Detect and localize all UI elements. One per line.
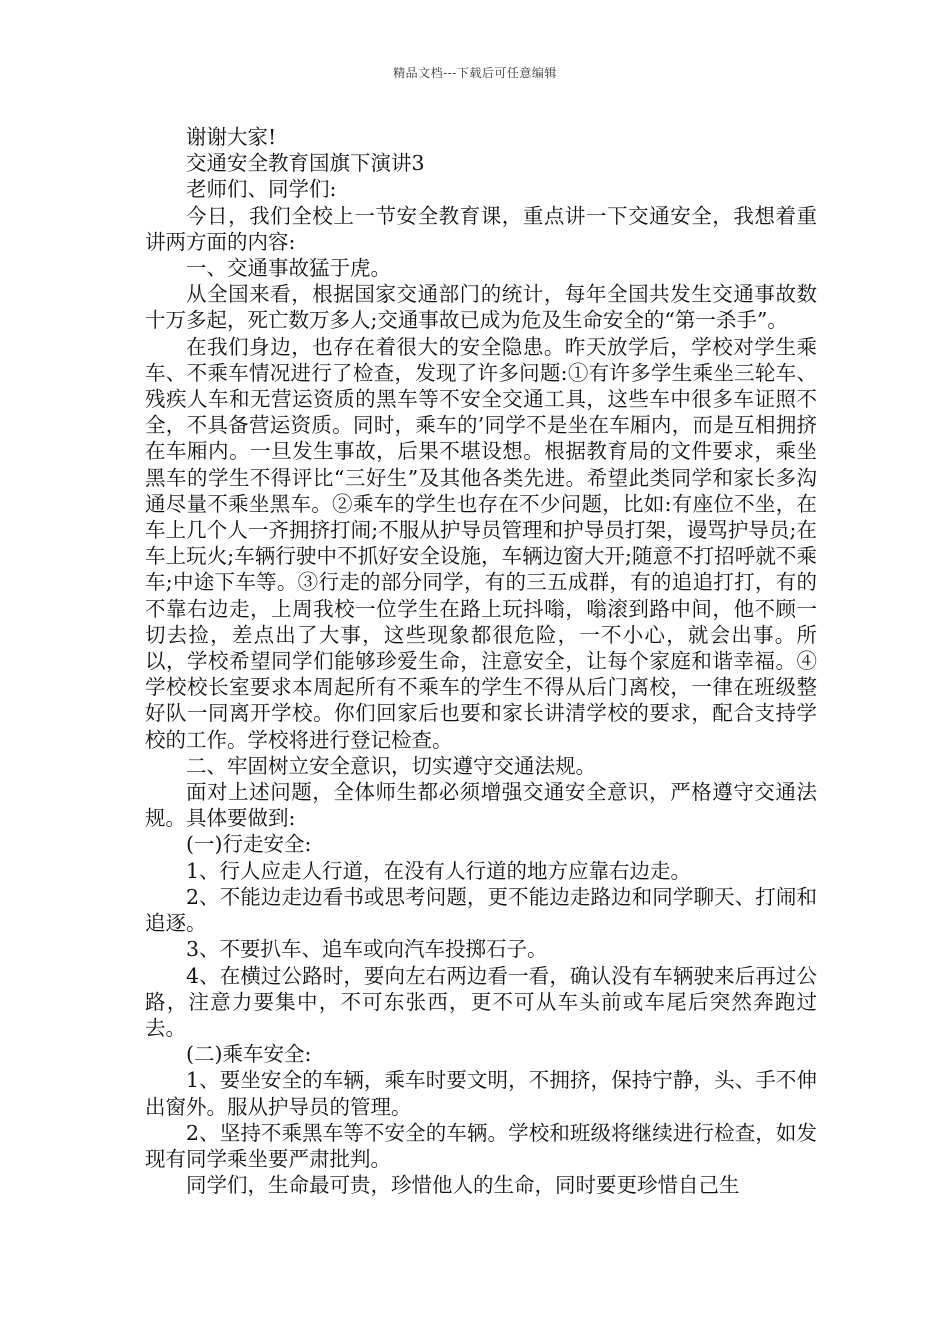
document-body: [145, 124, 817, 1198]
list-item-walking-3: 3、不要扒车、追车或向汽车投掷石子。: [186, 937, 548, 962]
paragraph-statistics: 从全国来看，根据国家交通部门的统计，每年全国共发生交通事故数十万多起，死亡数万多人;交通事故已成为危及生命安全的“第一杀手”。: [145, 282, 817, 333]
subsection-heading-riding: (二)乘车安全:: [186, 1042, 312, 1067]
page-header: 精品文档---下载后可任意编辑: [393, 66, 557, 80]
list-item-walking-2: 2、不能边走边看书或思考问题，更不能边走路边和同学聊天、打闹和追逐。: [145, 884, 817, 936]
list-item-riding-2: 2、坚持不乘黑车等不安全的车辆。学校和班级将继续进行检查，如发现有同学乘坐要严肃批判。: [145, 1120, 817, 1171]
list-item-walking-4: 4、在横过公路时，要向左右两边看一看，确认没有车辆驶来后再过公路，注意力要集中，不可东张西，更不可从车头前或车尾后突然奔跑过去。: [145, 963, 817, 1040]
section-heading-1: 一、交通事故猛于虎。: [186, 256, 391, 281]
paragraph-speech-title: 交通安全教育国旗下演讲3: [186, 151, 425, 176]
list-item-walking-1: 1、行人应走人行道，在没有人行道的地方应靠右边走。: [186, 858, 692, 883]
paragraph-closing: 同学们，生命最可贵，珍惜他人的生命，同时要更珍惜自己生: [186, 1173, 740, 1198]
subsection-heading-walking: (一)行走安全:: [186, 832, 312, 857]
paragraph-hazards: 在我们身边，也存在着很大的安全隐患。昨天放学后，学校对学生乘车、不乘车情况进行了检查，发现了许多问题:①有许多学生乘坐三轮车、残疾人车和无营运资质的黑车等不安全交通工具，这些车中很多车证照不全，不具备营运资质。同时，乘车的’同学不是坐在车厢内，而是互相拥挤在车厢内。一旦发生事故，后果不堪设想。根据教育局的文件要求，乘坐黑车的学生不得评比“三好生”及其他各类先进。希望此类同学和家长多沟通尽量不乘坐黑车。②乘车的学生也存在不少问题，比如:有座位不坐，在车上几个人一齐拥挤打闹;不服从护导员管理和护导员打架，谩骂护导员;在车上玩火;车辆行驶中不抓好安全设施，车辆边窗大开;随意不打招呼就不乘车;中途下车等。③行走的部分同学，有的三五成群，有的追追打打，有的不靠右边走，上周我校一位学生在路上玩抖嗡，嗡滚到路中间，他不顾一切去捡，差点出了大事，这些现象都很危险，一不小心，就会出事。所以，学校希望同学们能够珍爱生命，注意安全，让每个家庭和谐幸福。④学校校长室要求本周起所有不乘车的学生不得从后门离校，一律在班级整好队一同离开学校。你们回家后也要和家长讲清学校的要求，配合支持学校的工作。学校将进行登记检查。: [145, 334, 817, 752]
section-heading-2: 二、牢固树立安全意识，切实遵守交通法规。: [186, 753, 596, 778]
paragraph-requirements: 面对上述问题，全体师生都必须增强交通安全意识，严格遵守交通法规。具体要做到:: [145, 780, 817, 831]
paragraph-greeting: 老师们、同学们:: [186, 177, 337, 202]
paragraph-intro: 今日，我们全校上一节安全教育课，重点讲一下交通安全，我想着重讲两方面的内容:: [145, 203, 817, 254]
list-item-riding-1: 1、要坐安全的车辆，乘车时要文明，不拥挤，保持宁静，头、手不伸出窗外。服从护导员的管理。: [145, 1068, 817, 1119]
paragraph-thanks: 谢谢大家!: [186, 125, 277, 149]
